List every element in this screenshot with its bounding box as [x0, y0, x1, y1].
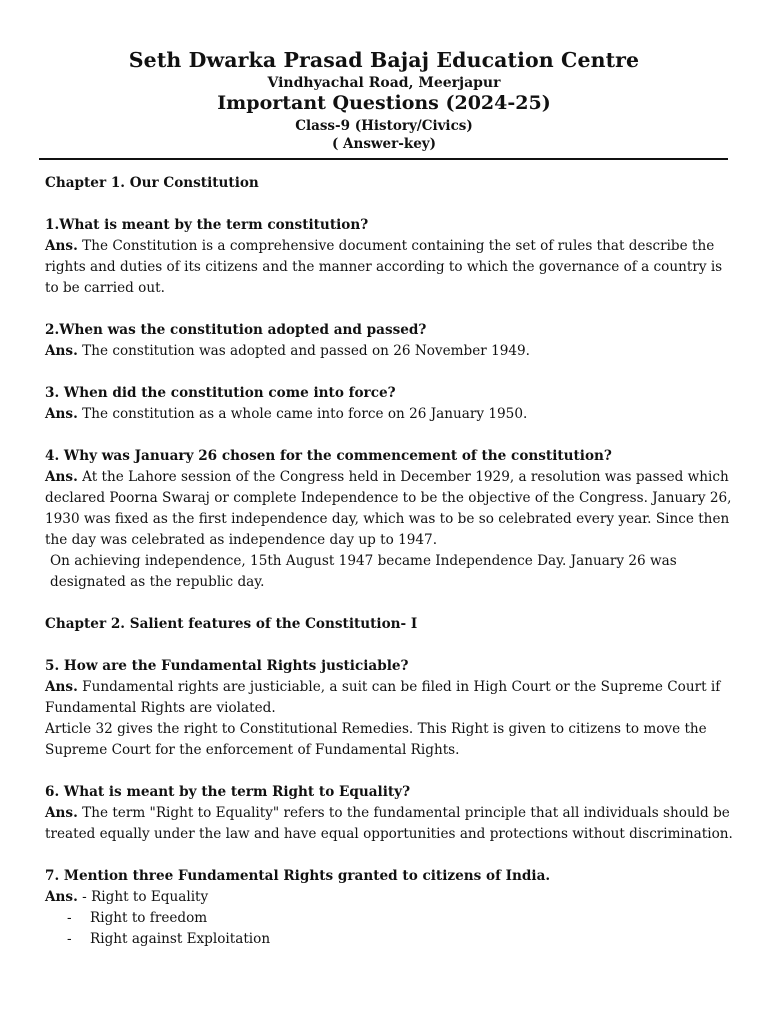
class-line: Class-9 (History/Civics)	[295, 118, 473, 134]
question-1: 1.What is meant by the term constitution?	[45, 217, 369, 233]
ans-label: Ans.	[45, 343, 78, 359]
ans-label: Ans.	[45, 406, 78, 422]
list-item	[45, 929, 735, 950]
answer-5	[45, 677, 735, 719]
answer-2-text: The constitution was adopted and passed on 26 November 1949.	[82, 343, 530, 359]
list-item	[45, 908, 735, 929]
answer-key-label: ( Answer-key)	[331, 136, 437, 152]
answer-7	[45, 887, 735, 908]
answer-3-text: The constitution as a whole came into force on 26 January 1950.	[82, 406, 528, 422]
question-7: 7. Mention three Fundamental Rights granted to citizens of India.	[45, 868, 551, 884]
ans-label: Ans.	[45, 238, 78, 254]
list-dash: -	[67, 931, 72, 947]
document-body	[45, 173, 735, 950]
answer-2	[45, 341, 735, 362]
answer-7-first-item: - Right to Equality	[82, 889, 209, 905]
list-dash: -	[67, 910, 72, 926]
answer-4-continued: On achieving independence, 15th August 1947 became Independence Day. January 26 was designated as the republic day.	[50, 553, 677, 590]
question-6: 6. What is meant by the term Right to Equality?	[45, 784, 411, 800]
question-4: 4. Why was January 26 chosen for the commencement of the constitution?	[45, 448, 612, 464]
school-name: Seth Dwarka Prasad Bajaj Education Centre	[128, 48, 640, 72]
ans-label: Ans.	[45, 679, 78, 695]
question-3: 3. When did the constitution come into force?	[45, 385, 396, 401]
answer-1-text: The Constitution is a comprehensive document containing the set of rules that describe the rights and duties of its citizens and the manner according to which the governance of a country is to be carried out.	[45, 238, 723, 296]
answer-4-text-part1: At the Lahore session of the Congress held in December 1929, a resolution was passed which declared Poorna Swaraj or complete Independence to be the objective of the Congress. January 26, 1930 was fixed as the first independence day, which was to be so celebrated every year. Since then the day was celebrated as independence day up to 1947.	[45, 469, 732, 548]
rights-list	[45, 908, 735, 950]
answer-3	[45, 404, 735, 425]
school-address: Vindhyachal Road, Meerjapur	[267, 75, 501, 91]
document-title: Important Questions (2024-25)	[217, 92, 551, 114]
question-5: 5. How are the Fundamental Rights justiciable?	[45, 658, 409, 674]
list-item-text: Right to freedom	[90, 910, 208, 926]
answer-5-extra: Article 32 gives the right to Constitutional Remedies. This Right is given to citizens to move the Supreme Court for the enforcement of Fundamental Rights.	[45, 721, 707, 758]
answer-4	[45, 467, 735, 551]
list-item-text: Right against Exploitation	[90, 931, 271, 947]
answer-6	[45, 803, 735, 845]
ans-label: Ans.	[45, 889, 78, 905]
ans-label: Ans.	[45, 469, 78, 485]
answer-1	[45, 236, 735, 299]
answer-6-text: The term "Right to Equality" refers to the fundamental principle that all individuals should be treated equally under the law and have equal opportunities and protections without discrimination.	[45, 805, 733, 842]
question-2: 2.When was the constitution adopted and passed?	[45, 322, 427, 338]
answer-5-text: Fundamental rights are justiciable, a suit can be filed in High Court or the Supreme Court if Fundamental Rights are violated.	[45, 679, 721, 716]
ans-label: Ans.	[45, 805, 78, 821]
header-divider	[39, 158, 728, 160]
chapter-1-heading: Chapter 1. Our Constitution	[45, 175, 259, 191]
chapter-2-heading: Chapter 2. Salient features of the Constitution- I	[45, 616, 418, 632]
